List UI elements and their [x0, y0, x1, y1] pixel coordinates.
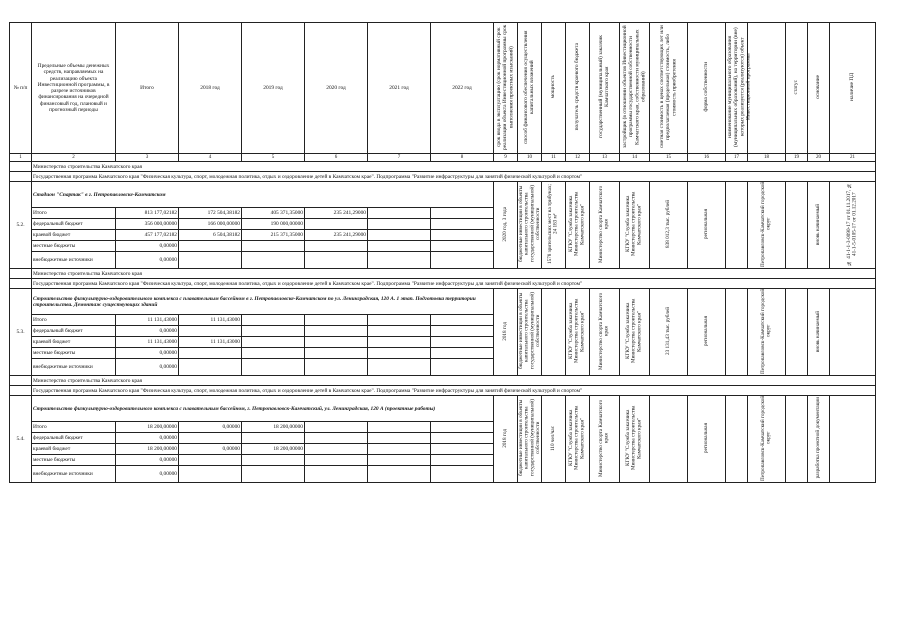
investment-program-table: [9, 22, 876, 483]
customer-text: Министерство спорта Камчатского края: [597, 292, 610, 370]
cell-customer: [590, 289, 620, 376]
col-header-recipient-text: получатель средств краевого бюджета: [574, 43, 581, 131]
cell-customer: [590, 182, 620, 269]
method-text: бюджетные инвестиции в объекты капитального строительства государственной (муниципальной) собственности: [518, 185, 542, 263]
col-header-ownership-text: форма собственности: [703, 62, 710, 112]
col-header-status-text: статус: [793, 79, 800, 95]
cell-term: [494, 396, 518, 483]
finance-total: 18 200,00000: [116, 422, 179, 433]
object-title: Строительство физкультурно-оздоровительного комплекса с плавательным бассейном в г. Петропавловске-Камчатском по ул. Ленинградская, 120 А. 1 этап. Подготовка территории строительства. Демонтаж существующих зданий: [32, 289, 494, 315]
col-header-2021: 2021 год: [368, 23, 431, 154]
finance-total: 0,00000: [116, 348, 179, 359]
ministry-name: Министерство строительства Камчатского края: [32, 162, 876, 172]
finance-2018: [179, 252, 242, 269]
program-name: Государственная программа Камчатского края "Физическая культура, спорт, молодежная политика, отдых и оздоровление детей в Камчатском крае". Подпрограмма "Развитие инфраструктуры для занятий физической культурой и спортом": [32, 386, 876, 396]
col-header-pd: [830, 23, 876, 154]
term-text: 2018 год: [501, 428, 508, 448]
finance-2019: 18 200,00000: [242, 422, 305, 433]
finance-2018: 0,00000: [179, 422, 242, 433]
program-row: [10, 386, 876, 396]
cell-method: [518, 289, 542, 376]
cell-customer: [590, 396, 620, 483]
col-header-municipality: [726, 23, 752, 154]
cell-ownership: [688, 396, 726, 483]
col-header-2022: 2022 год: [431, 23, 494, 154]
cost-text: 838 012,3 тыс. рублей: [664, 200, 671, 249]
col-number: 6: [305, 154, 368, 162]
col-header-total: Итого: [116, 23, 179, 154]
finance-label: краевой бюджет: [32, 337, 116, 348]
cell-cost: [650, 396, 688, 483]
col-header-2019: 2019 год: [242, 23, 305, 154]
col-number: 18: [748, 154, 786, 162]
col-header-customer-text: государственный (муниципальный) заказчик Камчатского края: [598, 35, 611, 139]
finance-2018: 6 504,38182: [179, 230, 242, 241]
finance-2020: 235 241,29000: [305, 230, 368, 241]
finance-label: внебюджетные источники: [32, 359, 116, 376]
object-number: 5.3.: [10, 289, 32, 376]
cell-recipient: [566, 289, 590, 376]
cell-builder: [620, 396, 650, 483]
cell-ownership: [688, 289, 726, 376]
finance-label: местные бюджеты: [32, 241, 116, 252]
col-header-municipality-text: наименование муниципального образования (муниципальных образований), на территории (вне) которых реализуется (реализуются) объект Инвестиционной программы: [727, 27, 752, 147]
term-text: 2020 год, 3 года: [501, 206, 508, 242]
col-header-empty: [748, 23, 786, 154]
col-number: 1: [10, 154, 32, 162]
col-header-limits: Предельные объемы денежных средств, направляемых на реализацию объекта Инвестиционной программы, в разрезе источников финансирования на очередной финансовый год, плановый и прогнозный периоды: [32, 23, 116, 154]
term-text: 2018 год: [501, 321, 508, 341]
col-number: 4: [179, 154, 242, 162]
cell-builder: [620, 289, 650, 376]
ministry-name: Министерство строительства Камчатского края: [32, 269, 876, 279]
finance-2018: 11 131,43000: [179, 337, 242, 348]
col-header-2020: 2020 год: [305, 23, 368, 154]
col-header-pd-text: наличие ПД: [849, 73, 856, 101]
finance-label: федеральный бюджет: [32, 326, 116, 337]
program-row: [10, 279, 876, 289]
object-title-row: [10, 396, 876, 422]
customer-text: Министерство спорта Камчатского края: [597, 399, 610, 477]
header-row: [10, 23, 876, 154]
ownership-text: региональная: [702, 209, 709, 240]
finance-2019: 18 200,00000: [242, 444, 305, 455]
col-number: 20: [808, 154, 830, 162]
cell-status: [808, 396, 830, 483]
col-header-basis: [808, 23, 830, 154]
column-number-row: [10, 154, 876, 162]
finance-2018: 172 504,38182: [179, 208, 242, 219]
finance-2019: 190 000,00000: [242, 219, 305, 230]
pd-text: № 41-1-1-3-0090-17 от 01.11.2017, № 41-1-5-0105-17 от 01.12.2017: [845, 182, 858, 266]
ministry-name: Министерство строительства Камчатского края: [32, 376, 876, 386]
cell-term: [494, 289, 518, 376]
method-text: бюджетные инвестиции в объекты капитального строительства государственной (муниципальной) собственности: [518, 399, 542, 477]
finance-2018: [179, 241, 242, 252]
finance-total: 813 177,02182: [116, 208, 179, 219]
program-name: Государственная программа Камчатского края "Физическая культура, спорт, молодежная политика, отдых и оздоровление детей в Камчатском крае". Подпрограмма "Развитие инфраструктуры для занятий физической культурой и спортом": [32, 279, 876, 289]
program-row: [10, 172, 876, 182]
object-title-row: [10, 182, 876, 208]
col-number: 21: [830, 154, 876, 162]
finance-total: 0,00000: [116, 326, 179, 337]
col-header-builder: [620, 23, 650, 154]
recipient-text: КГКУ "Служба заказчика Министерства строительства Камчатского края": [567, 405, 586, 471]
object-title-row: [10, 289, 876, 315]
recipient-text: КГКУ "Служба заказчика Министерства строительства Камчатского края": [567, 298, 586, 364]
cell-recipient: [566, 396, 590, 483]
col-number: 8: [431, 154, 494, 162]
object-title: Строительство физкультурно-оздоровительного комплекса с плавательным бассейном, г. Петропавловск-Камчатский, ул. Ленинградская, 120 А (проектные работы): [32, 396, 494, 422]
cell-method: [518, 396, 542, 483]
finance-2020: [305, 252, 368, 269]
col-header-term: [494, 23, 518, 154]
status-text: вновь начинаемый: [814, 310, 821, 352]
finance-total: 0,00000: [116, 433, 179, 444]
cell-method: [518, 182, 542, 269]
col-number: 15: [650, 154, 688, 162]
finance-2020: [305, 219, 368, 230]
finance-2019: [242, 252, 305, 269]
finance-total: 457 177,02182: [116, 230, 179, 241]
col-header-ownership: [688, 23, 726, 154]
col-number: 19: [786, 154, 808, 162]
col-number: 16: [688, 154, 726, 162]
cell-status: [808, 182, 830, 269]
finance-2019: 405 371,35000: [242, 208, 305, 219]
finance-total: 11 131,43000: [116, 315, 179, 326]
cell-ownership: [688, 182, 726, 269]
ownership-text: региональная: [702, 316, 709, 347]
finance-label: местные бюджеты: [32, 455, 116, 466]
program-name: Государственная программа Камчатского края "Физическая культура, спорт, молодежная политика, отдых и оздоровление детей в Камчатском крае". Подпрограмма "Развитие инфраструктуры для занятий физической культурой и спортом": [32, 172, 876, 182]
col-number: 17: [726, 154, 748, 162]
col-number: 7: [368, 154, 431, 162]
finance-total: 0,00000: [116, 359, 179, 376]
finance-total: 356 000,00000: [116, 219, 179, 230]
cell-capacity: [542, 396, 566, 483]
finance-label: Итого: [32, 208, 116, 219]
finance-2018: 166 000,00000: [179, 219, 242, 230]
municipality-text: Петропавловск-Камчатский городской округ: [759, 288, 772, 374]
col-header-cost: [650, 23, 688, 154]
cost-text: 23 131,43 тыс. рублей: [664, 307, 671, 356]
cell-municipality: [748, 396, 786, 483]
finance-label: краевой бюджет: [32, 230, 116, 241]
col-number: 5: [242, 154, 305, 162]
finance-2019: 215 371,35000: [242, 230, 305, 241]
cell-cost: [650, 182, 688, 269]
col-header-basis-text: основание: [815, 75, 822, 99]
status-text: разработка проектной документации: [814, 397, 821, 479]
col-number: 13: [590, 154, 620, 162]
col-number: 12: [566, 154, 590, 162]
object-number: 5.4.: [10, 396, 32, 483]
cell-recipient: [566, 182, 590, 269]
ministry-row: [10, 269, 876, 279]
finance-label: местные бюджеты: [32, 348, 116, 359]
cell-builder: [620, 182, 650, 269]
object-number: 5.2.: [10, 182, 32, 269]
finance-label: Итого: [32, 422, 116, 433]
finance-total: 18 200,00000: [116, 444, 179, 455]
cell-capacity: [542, 182, 566, 269]
finance-label: внебюджетные источники: [32, 466, 116, 483]
builder-text: КГКУ "Служба заказчика Министерства строительства Камчатского края": [624, 405, 643, 471]
col-header-recipient: [566, 23, 590, 154]
builder-text: КГКУ "Служба заказчика Министерства строительства Камчатского края": [624, 191, 643, 257]
col-number: 11: [542, 154, 566, 162]
municipality-text: Петропавловск-Камчатский городской округ: [759, 395, 772, 481]
col-header-method-text: способ финансового обеспечения осуществления капитальных вложений: [523, 30, 536, 144]
cell-cost: [650, 289, 688, 376]
municipality-text: Петропавловск-Камчатский городской округ: [759, 181, 772, 267]
col-header-term-text: срок ввода в эксплуатацию (срок нормативный срок реализации объекта Инвестиционной программы срок выполнения проектных изысканий): [496, 24, 515, 150]
col-header-cost-text: сметная стоимость в ценах соответствующих лет или предполагаемая (предельная) стоимость, либо стоимость приобретения: [659, 25, 678, 149]
finance-label: внебюджетные источники: [32, 252, 116, 269]
capacity-text: 110 чел/час: [549, 425, 556, 451]
finance-2018: 11 131,43000: [179, 315, 242, 326]
col-header-2018: 2018 год: [179, 23, 242, 154]
finance-total: 0,00000: [116, 455, 179, 466]
object-title: Стадион "Спартак" в г. Петропавловске-Камчатском: [32, 182, 494, 208]
finance-label: федеральный бюджет: [32, 219, 116, 230]
finance-2018: 0,00000: [179, 444, 242, 455]
capacity-text: 1578 зрительских мест на трибунах; 24 183 м²: [546, 184, 559, 265]
ownership-text: региональная: [702, 423, 709, 454]
finance-2020: 235 241,29000: [305, 208, 368, 219]
cell-pd: [830, 182, 876, 269]
method-text: бюджетные инвестиции в объекты капитального строительства государственной (муниципальной) собственности: [518, 292, 542, 370]
cell-status: [808, 289, 830, 376]
col-header-capacity-text: мощность: [550, 75, 557, 99]
finance-total: 11 131,43000: [116, 337, 179, 348]
cell-municipality: [748, 289, 786, 376]
col-number: 10: [518, 154, 542, 162]
cell-term: [494, 182, 518, 269]
col-number: 9: [494, 154, 518, 162]
customer-text: Министерство спорта Камчатского края: [597, 185, 610, 263]
finance-2020: [305, 241, 368, 252]
finance-label: Итого: [32, 315, 116, 326]
finance-2019: [242, 241, 305, 252]
finance-label: краевой бюджет: [32, 444, 116, 455]
cell-capacity: [542, 289, 566, 376]
col-number: 14: [620, 154, 650, 162]
cell-municipality: [748, 182, 786, 269]
col-header-capacity: [542, 23, 566, 154]
recipient-text: КГКУ "Служба заказчика Министерства строительства Камчатского края": [567, 191, 586, 257]
ministry-row: [10, 376, 876, 386]
finance-label: федеральный бюджет: [32, 433, 116, 444]
cell-pd: [830, 396, 876, 483]
col-header-num: № п/п: [10, 23, 32, 154]
builder-text: КГКУ "Служба заказчика Министерства строительства Камчатского края": [624, 298, 643, 364]
status-text: вновь начинаемый: [814, 203, 821, 245]
col-header-status: [786, 23, 808, 154]
col-header-method: [518, 23, 542, 154]
cell-pd: [830, 289, 876, 376]
col-number: 3: [116, 154, 179, 162]
finance-total: 0,00000: [116, 252, 179, 269]
finance-total: 0,00000: [116, 466, 179, 483]
col-header-builder-text: застройщик (в отношении объектов Инвестиционной программы государственной собственности Камчатского края, собственности муниципальных образований): [622, 25, 647, 149]
col-number: 2: [32, 154, 116, 162]
ministry-row: [10, 162, 876, 172]
col-header-customer: [590, 23, 620, 154]
finance-total: 0,00000: [116, 241, 179, 252]
